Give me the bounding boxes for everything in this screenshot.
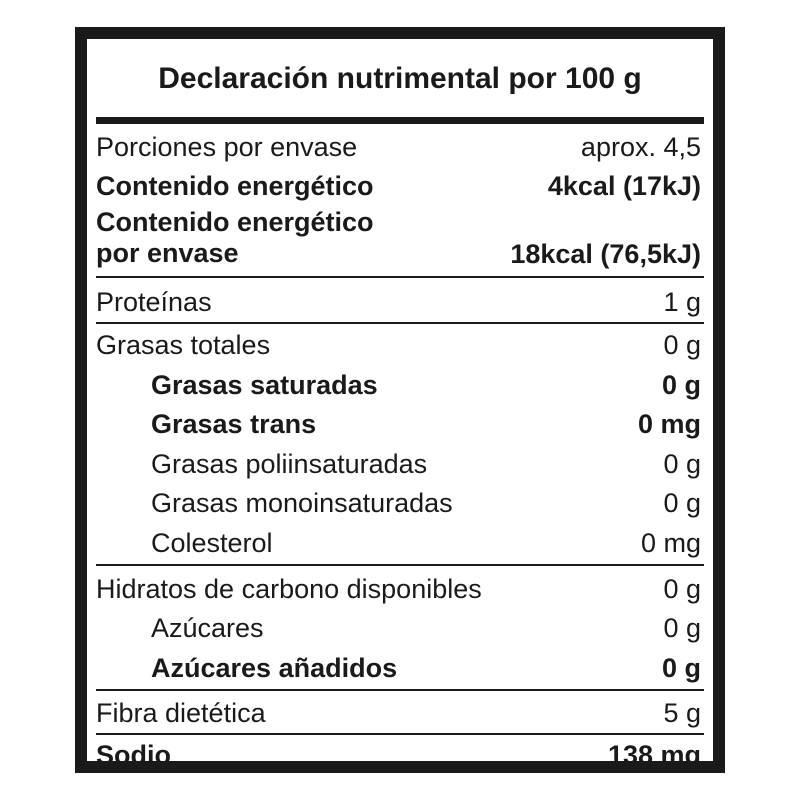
nutrient-value: 18kcal (76,5kJ) bbox=[510, 239, 701, 269]
nutrient-value: 0 g bbox=[661, 653, 701, 683]
nutrient-row-energy-per-package bbox=[96, 199, 701, 269]
nutrient-name: Fibra dietética bbox=[96, 698, 266, 728]
section-divider bbox=[96, 689, 704, 691]
nutrient-row-total-fat bbox=[96, 326, 701, 364]
nutrient-value: 0 g bbox=[663, 449, 701, 479]
nutrient-value: 0 g bbox=[661, 370, 701, 400]
nutrient-row-cholesterol bbox=[96, 524, 701, 562]
nutrient-row-added-sugars bbox=[96, 649, 701, 687]
nutrient-row-polyunsaturated-fat bbox=[96, 445, 701, 483]
nutrient-row-protein bbox=[96, 283, 701, 321]
title-divider bbox=[96, 117, 704, 124]
nutrient-name: Grasas trans bbox=[151, 409, 317, 439]
nutrient-value: 0 mg bbox=[640, 528, 701, 558]
nutrient-row-sugars bbox=[96, 609, 701, 647]
nutrient-row-saturated-fat bbox=[96, 366, 701, 404]
nutrient-value: 0 g bbox=[663, 574, 701, 604]
nutrient-name: Grasas totales bbox=[96, 330, 271, 360]
nutrient-name: Colesterol bbox=[151, 528, 273, 558]
nutrient-value: 0 mg bbox=[637, 409, 701, 439]
nutrient-value: 0 g bbox=[663, 488, 701, 518]
section-divider bbox=[96, 733, 704, 735]
label-title: Declaración nutrimental por 100 g bbox=[158, 62, 642, 95]
nutrient-name: Contenido energético por envase bbox=[96, 207, 374, 268]
nutrient-row-trans-fat bbox=[96, 405, 701, 443]
nutrient-row-fiber bbox=[96, 694, 701, 732]
nutrient-name: Proteínas bbox=[96, 287, 212, 317]
nutrient-row-servings bbox=[96, 128, 701, 166]
nutrient-name: Grasas saturadas bbox=[151, 370, 378, 400]
section-divider bbox=[96, 564, 704, 566]
section-divider bbox=[96, 276, 704, 278]
nutrient-value: 4kcal (17kJ) bbox=[547, 171, 701, 201]
nutrient-name: Grasas poliinsaturadas bbox=[151, 449, 428, 479]
nutrient-name: Azúcares añadidos bbox=[151, 653, 398, 683]
nutrient-row-sodium bbox=[96, 736, 701, 774]
nutrition-facts-label bbox=[75, 27, 725, 773]
nutrient-name: Contenido energético bbox=[96, 171, 374, 201]
nutrient-value: 138 mg bbox=[607, 740, 701, 770]
section-divider bbox=[96, 322, 704, 324]
nutrient-value: 0 g bbox=[663, 330, 701, 360]
nutrient-value: 5 g bbox=[663, 698, 701, 728]
nutrient-value: aprox. 4,5 bbox=[580, 132, 701, 162]
nutrient-name: Porciones por envase bbox=[96, 132, 358, 162]
nutrient-value: 1 g bbox=[663, 287, 701, 317]
nutrient-name: Azúcares bbox=[151, 613, 264, 643]
nutrient-name: Hidratos de carbono disponibles bbox=[96, 574, 482, 604]
nutrient-row-monounsaturated-fat bbox=[96, 484, 701, 522]
nutrient-value: 0 g bbox=[663, 613, 701, 643]
nutrient-row-carbohydrates bbox=[96, 570, 701, 608]
nutrient-name: Sodio bbox=[96, 740, 171, 770]
nutrient-name: Grasas monoinsaturadas bbox=[151, 488, 453, 518]
